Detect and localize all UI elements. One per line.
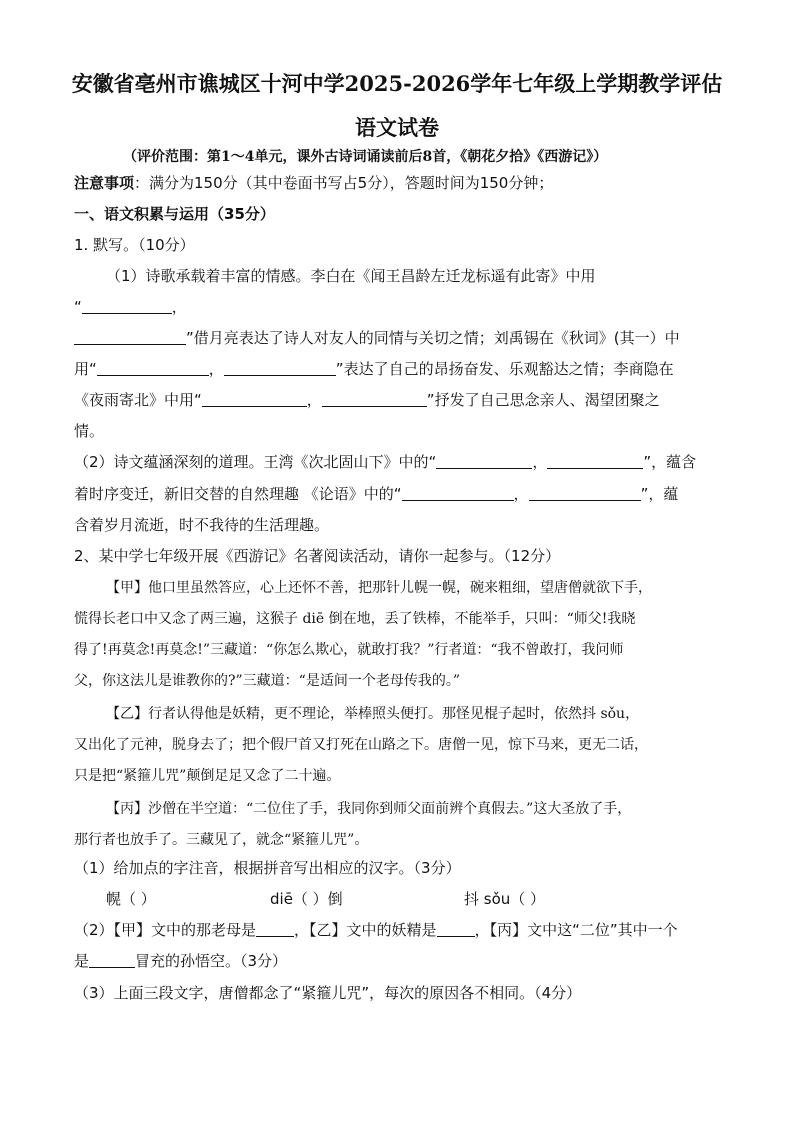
q1-p1-line-b: “ ， [74,298,187,316]
answer-blank[interactable] [322,392,427,407]
q2-sub2-line-a: （2）【甲】文中的那老母是 ，【乙】文中的妖精是 ，【丙】文中这“二位”其中一个 [74,921,678,939]
q2-sub1: （1）给加点的字注音，根据拼音写出相应的汉字。（3分） [74,859,461,877]
q2-sub3: （3）上面三段文字，唐僧都念了“紧箍儿咒”，每次的原因各不相同。（4分） [74,984,582,1002]
q1-p1-line-a: （1）诗歌承载着丰富的情感。李白在《闻王昌龄左迁龙标遥有此寄》中用 [106,267,596,285]
notice-text: ：满分为150分（其中卷面书写占5分），答题时间为150分钟； [134,174,554,192]
q1-p2-line-c: 含着岁月流逝，时不我待的生活理趣。 [74,516,330,534]
answer-blank[interactable] [529,486,641,501]
passage-jia-line: 慌得长老口中又念了两三遍，这猴子 diē 倒在地，丢了铁棒，不能举手，只叫：“师父!我晓 [74,611,636,627]
q1-p2-line-b: 着时序变迁，新旧交替的自然理趣 《论语》中的“ ， ”，蕴 [74,485,679,503]
exam-subtitle: 语文试卷 [355,115,439,140]
q1-p1-line-e: 《夜雨寄北》中用“ ， ”抒发了自己思念亲人、渴望团聚之 [74,391,660,409]
passage-bing-line: 【丙】沙僧在半空道：“二位住了手，我同你到师父面前辨个真假去。”这大圣放了手， [106,801,632,817]
notice-label: 注意事项 [74,174,135,192]
answer-blank[interactable] [437,922,475,937]
answer-blank[interactable] [256,922,294,937]
section1-heading: 一、语文积累与运用（35分） [74,205,275,223]
q1-p2-line-a: （2）诗文蕴涵深刻的道理。王湾《次北固山下》中的“ ， ”，蕴含 [74,453,697,471]
passage-jia-line: 父，你这法儿是谁教你的?”三藏道：“是适间一个老母传我的。” [74,673,460,689]
answer-blank[interactable] [202,392,307,407]
passage-jia-line: 【甲】他口里虽然答应，心上还怀不善，把那针儿幌一幌，碗来粗细，望唐僧就欲下手， [106,580,652,596]
exam-scope: （评价范围：第1～4单元，课外古诗词诵读前后8首，《朝花夕拾》《西游记》） [123,149,608,165]
passage-jia-line: 得了!再莫念!再莫念!”三藏道：“你怎么欺心，就敢打我？”行者道：“我不曾敢打，我问师 [74,642,624,658]
answer-blank[interactable] [89,953,135,968]
answer-blank[interactable] [402,486,514,501]
q1-p1-line-c: ”借月亮表达了诗人对友人的同情与关切之情；刘禹锡在《秋词》(其一）中 [74,328,680,348]
answer-blank[interactable] [97,361,209,376]
exam-notice [74,173,553,193]
answer-blank[interactable] [547,454,643,469]
q2-sub1-item[interactable]: 幌（ ） [106,890,156,908]
answer-blank[interactable] [224,361,336,376]
passage-bing-line: 那行者也放手了。三藏见了，就念“紧箍儿咒”。 [74,832,369,848]
exam-title: 安徽省亳州市谯城区十河中学2025-2026学年七年级上学期教学评估 [71,71,723,96]
q2-sub2-line-b: 是 冒充的孙悟空。（3分） [74,952,288,970]
answer-blank[interactable] [82,299,172,314]
passage-yi-line: 只是把“紧箍儿咒”颠倒足足又念了二十遍。 [74,768,341,784]
answer-blank[interactable] [74,330,186,345]
q2-sub1-item[interactable]: 抖 sǒu（ ） [464,890,546,908]
passage-yi-line: 【乙】行者认得他是妖精，更不理论，举棒照头便打。那怪见棍子起时，依然抖 sǒu， [106,706,640,722]
q1-stem: 1. 默写。（10分） [74,236,195,254]
passage-yi-line: 又出化了元神，脱身去了；把个假尸首又打死在山路之下。唐僧一见，惊下马来，更无二话， [74,737,648,753]
q1-p1-line-d: 用“ ， ”表达了自己的昂扬奋发、乐观豁达之情；李商隐在 [74,360,674,378]
q2-sub1-item[interactable]: diē（ ）倒 [270,890,343,908]
q1-p1-line-f: 情。 [74,422,105,440]
q2-stem: 2、某中学七年级开展《西游记》名著阅读活动，请你一起参与。（12分） [74,547,561,565]
answer-blank[interactable] [436,454,532,469]
